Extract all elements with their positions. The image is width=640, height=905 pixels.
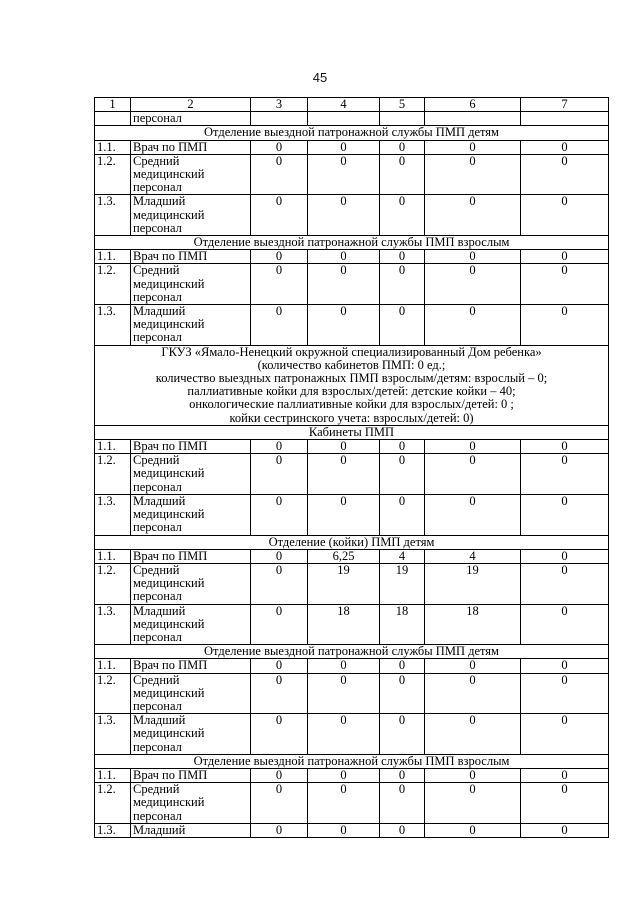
role-cell: Средний медицинский персонал [131,783,251,824]
value-cell: 0 [425,264,521,305]
section-title: Отделение выездной патронажной службы ПМП взрослым [95,754,609,768]
value-cell: 0 [251,140,308,154]
section-row [95,126,609,140]
table-row [95,768,609,782]
organization-info [95,345,609,425]
table-row [95,305,609,346]
row-number: 1.3. [95,823,131,837]
table-row [95,112,609,126]
value-cell: 0 [425,440,521,454]
table-row [95,563,609,604]
value-cell: 0 [425,659,521,673]
table-row [95,154,609,195]
value-cell: 0 [521,154,609,195]
value-cell: 0 [521,494,609,535]
section-row [95,535,609,549]
role-cell: Средний медицинский персонал [131,454,251,495]
value-cell: 0 [251,563,308,604]
table-row [95,440,609,454]
value-cell: 0 [521,768,609,782]
value-cell: 0 [251,494,308,535]
row-number: 1.3. [95,494,131,535]
section-row [95,645,609,659]
section-title: Отделение выездной патронажной службы ПМП детям [95,126,609,140]
section-title: Кабинеты ПМП [95,425,609,439]
table-row [95,195,609,236]
value-cell: 0 [380,440,425,454]
role-cell: Младший медицинский персонал [131,494,251,535]
value-cell: 0 [308,494,380,535]
role-cell: Врач по ПМП [131,250,251,264]
org-line: (количество кабинетов ПМП: 0 ед.; [257,357,446,372]
org-line: ГКУЗ «Ямало-Ненецкий окружной специализированный Дом ребенка» [161,344,542,359]
value-cell: 0 [380,154,425,195]
role-cell: Врач по ПМП [131,440,251,454]
value-cell: 0 [521,659,609,673]
header-cell: 2 [131,98,251,112]
header-cell: 7 [521,98,609,112]
role-cell: Врач по ПМП [131,768,251,782]
value-cell: 0 [380,305,425,346]
value-cell: 0 [308,714,380,755]
value-cell: 0 [425,154,521,195]
table-row [95,823,609,837]
header-cell: 6 [425,98,521,112]
value-cell: 0 [308,264,380,305]
value-cell: 0 [380,673,425,714]
value-cell: 0 [425,195,521,236]
table-row [95,494,609,535]
value-cell: 0 [380,454,425,495]
role-cell: Средний медицинский персонал [131,264,251,305]
header-cell: 5 [380,98,425,112]
org-row [95,345,609,425]
row-number: 1.2. [95,264,131,305]
section-title: Отделение выездной патронажной службы ПМП взрослым [95,236,609,250]
value-cell: 4 [425,549,521,563]
value-cell: 0 [425,494,521,535]
row-number: 1.2. [95,454,131,495]
row-number: 1.1. [95,768,131,782]
value-cell: 0 [308,454,380,495]
value-cell: 0 [251,195,308,236]
value-cell: 0 [308,305,380,346]
value-cell: 0 [251,714,308,755]
value-cell: 0 [251,154,308,195]
value-cell: 0 [308,823,380,837]
value-cell: 0 [425,768,521,782]
value-cell: 0 [425,823,521,837]
table-row [95,714,609,755]
value-cell: 0 [308,140,380,154]
value-cell: 0 [308,154,380,195]
value-cell: 0 [425,305,521,346]
section-row [95,754,609,768]
value-cell: 0 [521,440,609,454]
value-cell: 0 [521,305,609,346]
value-cell: 0 [308,195,380,236]
value-cell: 18 [308,604,380,645]
value-cell: 0 [308,673,380,714]
value-cell: 0 [380,264,425,305]
value-cell: 0 [308,250,380,264]
value-cell: 0 [308,768,380,782]
role-cell: Младший медицинский персонал [131,195,251,236]
header-row [95,98,609,112]
org-line: паллиативные койки для взрослых/детей: детские койки – 40; [187,384,516,399]
section-title: Отделение (койки) ПМП детям [95,535,609,549]
value-cell: 0 [251,549,308,563]
row-number: 1.2. [95,673,131,714]
table-row [95,454,609,495]
value-cell: 0 [521,604,609,645]
table-row [95,783,609,824]
row-number: 1.3. [95,604,131,645]
value-cell: 0 [521,673,609,714]
org-line: количество выездных патронажных ПМП взрослым/детям: взрослый – 0; [155,371,548,386]
value-cell: 0 [308,440,380,454]
value-cell: 0 [425,250,521,264]
value-cell: 0 [521,250,609,264]
table-row [95,659,609,673]
value-cell: 0 [521,195,609,236]
value-cell: 0 [521,714,609,755]
value-cell: 0 [251,659,308,673]
value-cell: 0 [425,140,521,154]
value-cell: 0 [251,250,308,264]
value-cell: 0 [251,305,308,346]
value-cell: 0 [380,768,425,782]
section-title: Отделение выездной патронажной службы ПМП детям [95,645,609,659]
value-cell: 0 [251,440,308,454]
section-row [95,425,609,439]
value-cell: 0 [380,494,425,535]
header-cell: 4 [308,98,380,112]
row-number: 1.1. [95,440,131,454]
page-number: 45 [312,70,328,85]
section-row [95,236,609,250]
role-cell: Врач по ПМП [131,140,251,154]
org-line: онкологические паллиативные койки для взрослых/детей: 0 ; [189,397,514,412]
value-cell: 0 [251,264,308,305]
value-cell: 0 [425,783,521,824]
value-cell: 0 [521,264,609,305]
role-cell: Младший медицинский персонал [131,604,251,645]
role-cell: Младший медицинский персонал [131,305,251,346]
value-cell: 0 [251,604,308,645]
value-cell: 0 [251,768,308,782]
role-cell: персонал [131,112,251,126]
org-line: койки сестринского учета: взрослых/детей: 0) [229,410,474,425]
role-cell: Средний медицинский персонал [131,563,251,604]
row-number: 1.3. [95,305,131,346]
value-cell: 0 [308,659,380,673]
value-cell: 0 [521,823,609,837]
row-number: 1.2. [95,783,131,824]
value-cell: 0 [521,454,609,495]
value-cell: 0 [380,195,425,236]
value-cell: 0 [380,714,425,755]
value-cell: 0 [380,783,425,824]
header-cell: 3 [251,98,308,112]
role-cell: Врач по ПМП [131,549,251,563]
value-cell: 0 [308,783,380,824]
value-cell: 0 [425,714,521,755]
value-cell: 0 [521,549,609,563]
value-cell: 0 [425,454,521,495]
value-cell: 0 [521,783,609,824]
header-cell: 1 [95,98,131,112]
value-cell: 0 [380,823,425,837]
value-cell: 19 [308,563,380,604]
value-cell: 18 [425,604,521,645]
row-number: 1.1. [95,250,131,264]
value-cell: 0 [380,140,425,154]
value-cell: 0 [380,250,425,264]
value-cell: 0 [521,563,609,604]
table-row [95,673,609,714]
row-number: 1.2. [95,563,131,604]
row-number: 1.1. [95,549,131,563]
value-cell: 0 [251,783,308,824]
row-number: 1.2. [95,154,131,195]
role-cell: Средний медицинский персонал [131,154,251,195]
value-cell: 0 [251,673,308,714]
role-cell: Средний медицинский персонал [131,673,251,714]
row-number: 1.3. [95,714,131,755]
value-cell: 19 [425,563,521,604]
value-cell: 4 [380,549,425,563]
table-row [95,549,609,563]
value-cell: 18 [380,604,425,645]
row-number: 1.1. [95,659,131,673]
value-cell: 0 [251,823,308,837]
table-row [95,140,609,154]
role-cell: Младший медицинский персонал [131,714,251,755]
row-number: 1.3. [95,195,131,236]
table-row [95,604,609,645]
value-cell: 0 [251,454,308,495]
role-cell: Младший [131,823,251,837]
value-cell: 0 [425,673,521,714]
table-row [95,250,609,264]
value-cell: 19 [380,563,425,604]
row-number: 1.1. [95,140,131,154]
value-cell: 6,25 [308,549,380,563]
value-cell: 0 [380,659,425,673]
value-cell: 0 [521,140,609,154]
role-cell: Врач по ПМП [131,659,251,673]
table-row [95,264,609,305]
staffing-table [94,97,609,838]
